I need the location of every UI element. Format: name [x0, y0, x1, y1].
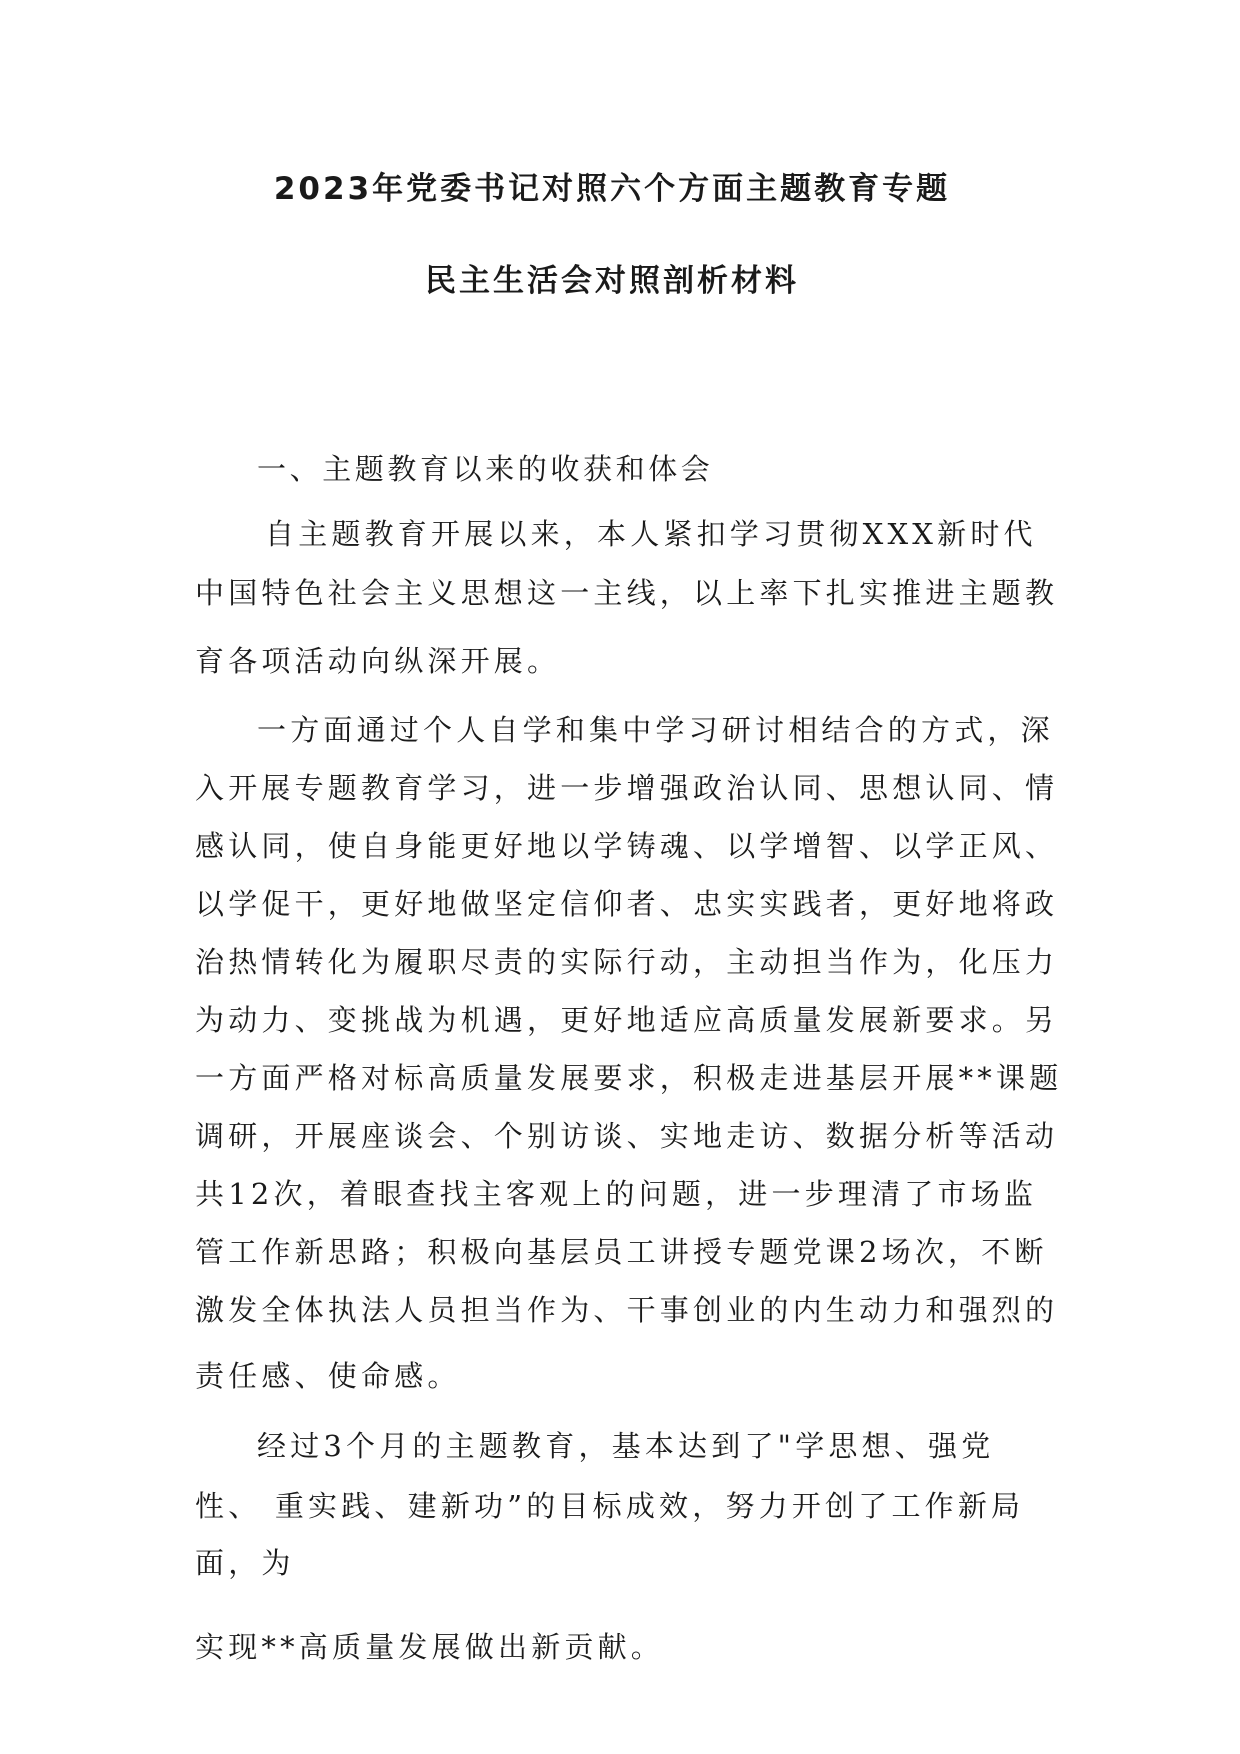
paragraph-line: 一方面严格对标高质量发展要求，积极走进基层开展**课题	[195, 1061, 1063, 1095]
paragraph-line: 入开展专题教育学习，进一步增强政治认同、思想认同、情	[195, 771, 1059, 805]
paragraph-line: 以学促干，更好地做坚定信仰者、忠实实践者，更好地将政	[195, 887, 1059, 921]
paragraph-line: 治热情转化为履职尽责的实际行动，主动担当作为，化压力	[195, 945, 1059, 979]
paragraph-line: 面，为	[195, 1546, 295, 1580]
paragraph-line: 实现**高质量发展做出新贡献。	[195, 1630, 665, 1664]
paragraph-line: 激发全体执法人员担当作为、干事创业的内生动力和强烈的	[195, 1293, 1059, 1327]
paragraph-line: 育各项活动向纵深开展。	[195, 644, 561, 678]
paragraph-line: 管工作新思路；积极向基层员工讲授专题党课2场次，不断	[195, 1235, 1048, 1269]
paragraph-line: 共12次，着眼查找主客观上的问题，进一步理清了市场监	[195, 1177, 1038, 1211]
paragraph-line: 自主题教育开展以来，本人紧扣学习贯彻XXX新时代	[265, 517, 1037, 551]
paragraph-line: 责任感、使命感。	[195, 1359, 461, 1393]
document-title-line-2: 民主生活会对照剖析材料	[425, 263, 799, 299]
paragraph-line: 中国特色社会主义思想这一主线，以上率下扎实推进主题教	[195, 576, 1059, 610]
paragraph-line: 一方面通过个人自学和集中学习研讨相结合的方式，深	[257, 713, 1054, 747]
paragraph-line: 经过3个月的主题教育，基本达到了"学思想、强党	[257, 1429, 995, 1463]
section-heading: 一、主题教育以来的收获和体会	[257, 452, 714, 486]
paragraph-line: 感认同，使自身能更好地以学铸魂、以学增智、以学正风、	[195, 829, 1059, 863]
paragraph-line: 为动力、变挑战为机遇，更好地适应高质量发展新要求。另	[195, 1003, 1059, 1037]
paragraph-line: 性、 重实践、建新功”的目标成效，努力开创了工作新局	[195, 1489, 1025, 1523]
paragraph-line: 调研，开展座谈会、个别访谈、实地走访、数据分析等活动	[195, 1119, 1059, 1153]
document-title-line-1: 2023年党委书记对照六个方面主题教育专题	[273, 171, 951, 207]
